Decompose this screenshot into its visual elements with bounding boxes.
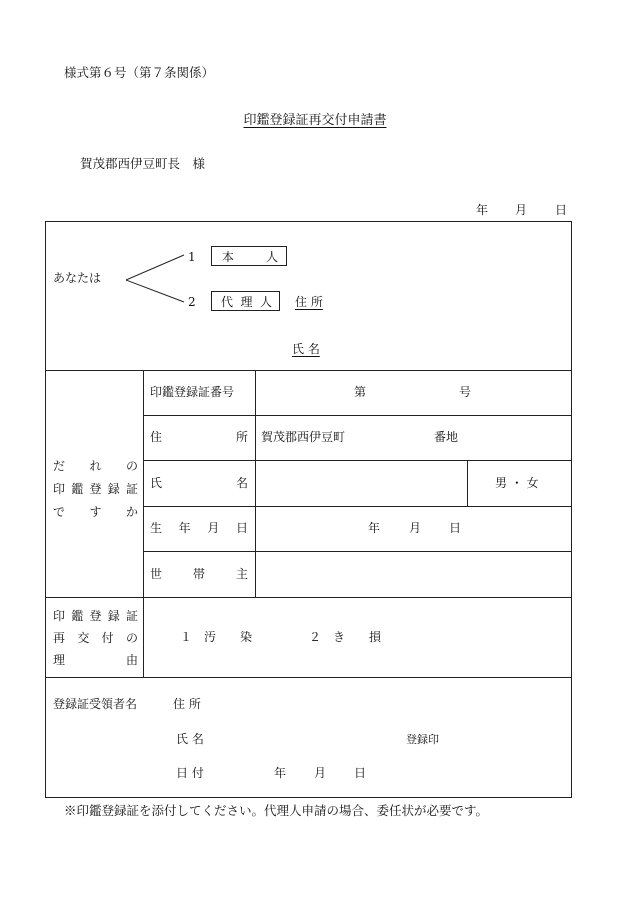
agent-address-label: 住 所 <box>295 295 323 309</box>
receiver-day: 日 <box>354 766 367 780</box>
receiver-label: 登録証受領者名 <box>53 697 138 711</box>
reason-side-char: の <box>125 631 138 645</box>
who-side-char: れ <box>89 459 102 473</box>
divider <box>143 460 572 461</box>
address-label-char: 所 <box>235 430 248 444</box>
who-side-line <box>53 501 138 524</box>
birth-day: 日 <box>449 521 462 535</box>
household-head-char: 世 <box>150 567 163 581</box>
address-value: 賀茂郡西伊豆町 <box>261 430 346 444</box>
divider <box>143 415 572 416</box>
who-side-char: で <box>53 505 66 519</box>
divider <box>255 370 256 597</box>
household-head-label <box>150 568 248 580</box>
option-2-number: 2 <box>188 295 196 309</box>
who-side-char: 証 <box>125 482 138 496</box>
sex-options: 男 ・ 女 <box>495 476 539 490</box>
birth-month: 月 <box>409 521 422 535</box>
reason-side-char: 登 <box>89 609 102 623</box>
birthdate-label <box>150 522 248 534</box>
birthdate-label-char: 年 <box>178 521 191 535</box>
reason-side-line <box>53 605 138 627</box>
who-side-line <box>53 455 138 478</box>
option-agent-box <box>211 291 280 311</box>
who-side-char: す <box>89 505 102 519</box>
addressee: 賀茂郡西伊豆町長 様 <box>80 156 206 171</box>
option-agent-char: 人 <box>259 294 272 309</box>
divider <box>143 370 144 677</box>
who-side-char: 鑑 <box>71 482 84 496</box>
seal-label: 登録印 <box>406 733 439 746</box>
reason-side-char: 鑑 <box>71 609 84 623</box>
address-label <box>150 431 248 443</box>
who-side-char: 印 <box>53 482 66 496</box>
household-head-char: 帯 <box>192 567 205 581</box>
divider <box>467 460 468 506</box>
receiver-address-label: 住 所 <box>173 697 201 711</box>
divider <box>45 597 572 598</box>
reason-option-stained: １ 汚 染 <box>180 630 253 644</box>
birth-year: 年 <box>368 521 381 535</box>
reason-side-char: 交 <box>77 631 90 645</box>
receiver-month: 月 <box>314 766 327 780</box>
reason-option-damaged: ２ き 損 <box>309 630 382 644</box>
reason-side-char: 再 <box>53 631 66 645</box>
name-label <box>150 477 248 489</box>
address-suffix: 番地 <box>434 430 459 444</box>
who-side-char: だ <box>53 459 66 473</box>
who-side-label <box>53 455 138 524</box>
birthdate-label-char: 生 <box>150 521 163 535</box>
receiver-name-label: 氏 名 <box>176 732 204 746</box>
option-agent-char: 理 <box>240 294 253 309</box>
reg-number-prefix: 第 <box>354 385 367 399</box>
branch-lines <box>126 255 196 305</box>
reg-number-suffix: 号 <box>459 385 472 399</box>
household-head-char: 主 <box>235 567 248 581</box>
reason-side-char: 付 <box>101 631 114 645</box>
divider <box>143 506 572 507</box>
reason-side-char: 理 <box>53 653 66 667</box>
date-day-label: 日 <box>555 203 568 217</box>
divider <box>143 551 572 552</box>
birthdate-label-char: 日 <box>235 521 248 535</box>
reason-side-char: 録 <box>107 609 120 623</box>
divider <box>45 677 572 678</box>
who-side-line <box>53 478 138 501</box>
reason-side-char: 由 <box>125 653 138 667</box>
footnote: ※印鑑登録証を添付してください。代理人申請の場合、委任状が必要です。 <box>64 803 489 818</box>
name-label-char: 氏 <box>150 476 163 490</box>
option-self-box <box>211 246 287 266</box>
address-label-char: 住 <box>150 430 163 444</box>
reason-side-char: 証 <box>125 609 138 623</box>
date-month-label: 月 <box>515 203 528 217</box>
option-1-number: 1 <box>188 250 196 264</box>
option-self-char: 人 <box>265 249 278 264</box>
reg-number-label: 印鑑登録証番号 <box>150 385 235 399</box>
name-label-char: 名 <box>235 476 248 490</box>
reason-side-line <box>53 649 138 671</box>
option-agent-char: 代 <box>221 294 234 309</box>
divider <box>45 370 572 371</box>
who-side-char: 録 <box>107 482 120 496</box>
applicant-label: あなたは <box>53 271 102 285</box>
form-title: 印鑑登録証再交付申請書 <box>243 113 387 128</box>
agent-name-label: 氏 名 <box>292 342 320 356</box>
receiver-date-label: 日 付 <box>176 766 204 780</box>
form-number: 様式第６号（第７条関係） <box>64 65 215 80</box>
date-year-label: 年 <box>476 203 489 217</box>
reason-side-label <box>53 605 138 671</box>
reason-side-line <box>53 627 138 649</box>
option-self-char: 本 <box>222 249 235 264</box>
reason-side-char: 印 <box>53 609 66 623</box>
who-side-char: の <box>125 459 138 473</box>
who-side-char: か <box>125 505 138 519</box>
who-side-char: 登 <box>89 482 102 496</box>
receiver-year: 年 <box>274 766 287 780</box>
birthdate-label-char: 月 <box>207 521 220 535</box>
